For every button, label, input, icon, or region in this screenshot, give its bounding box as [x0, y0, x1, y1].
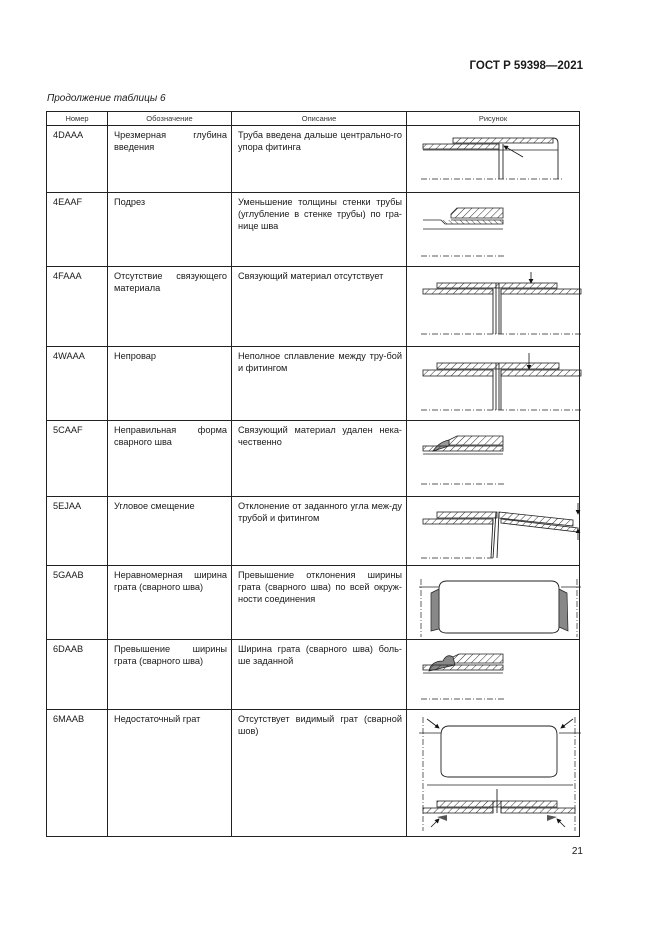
row-designation: Неравномерная ширина грата (сварного шва) — [108, 566, 232, 640]
document-code: ГОСТ Р 59398—2021 — [469, 60, 583, 72]
row-figure — [407, 421, 580, 497]
row-description: Отсутствует видимый грат (сварной шов) — [232, 710, 407, 837]
row-figure — [407, 640, 580, 710]
row-figure — [407, 710, 580, 837]
table-row — [47, 497, 580, 566]
row-code: 4WAAA — [47, 347, 108, 421]
row-designation: Чрезмерная глубина введения — [108, 126, 232, 193]
figure-excessive-insertion — [413, 129, 586, 192]
row-designation: Отсутствие связующего материала — [108, 267, 232, 347]
page-number: 21 — [571, 846, 583, 857]
row-description: Отклонение от заданного угла меж-ду трубой и фитингом — [232, 497, 407, 566]
row-designation: Подрез — [108, 193, 232, 267]
row-designation: Превышение ширины грата (сварного шва) — [108, 640, 232, 710]
row-code: 4FAAA — [47, 267, 108, 347]
row-figure — [407, 267, 580, 347]
row-code: 5EJAA — [47, 497, 108, 566]
row-designation: Непровар — [108, 347, 232, 421]
row-figure — [407, 566, 580, 640]
row-description: Связующий материал удален нека-чественно — [232, 421, 407, 497]
table-caption: Продолжение таблицы 6 — [47, 93, 166, 104]
table-row — [47, 193, 580, 267]
figure-insufficient-bead — [413, 713, 586, 836]
table-row — [47, 421, 580, 497]
row-designation: Неправильная форма сварного шва — [108, 421, 232, 497]
column-header-description: Описание — [232, 112, 407, 126]
row-figure — [407, 126, 580, 193]
row-description: Труба введена дальше центрально-го упора фитинга — [232, 126, 407, 193]
row-description: Ширина грата (сварного шва) боль-ше заданной — [232, 640, 407, 710]
table-row — [47, 640, 580, 710]
column-header-designation: Обозначение — [108, 112, 232, 126]
row-code: 5CAAF — [47, 421, 108, 497]
figure-lack-of-fusion — [413, 350, 586, 420]
column-header-figure: Рисунок — [407, 112, 580, 126]
row-description: Неполное сплавление между тру-бой и фитингом — [232, 347, 407, 421]
row-figure — [407, 347, 580, 421]
table-row — [47, 566, 580, 640]
row-description: Уменьшение толщины стенки трубы (углубление в стенке трубы) по гра-нице шва — [232, 193, 407, 267]
row-designation: Недостаточный грат — [108, 710, 232, 837]
row-code: 4EAAF — [47, 193, 108, 267]
row-code: 6MAAB — [47, 710, 108, 837]
row-designation: Угловое смещение — [108, 497, 232, 566]
table-row — [47, 710, 580, 837]
row-figure — [407, 193, 580, 267]
row-code: 4DAAA — [47, 126, 108, 193]
table-row — [47, 126, 580, 193]
figure-excessive-bead-width — [413, 643, 586, 709]
figure-angular-misalignment — [413, 500, 586, 565]
row-figure — [407, 497, 580, 566]
row-description: Превышение отклонения ширины грата (сварного шва) по всей окруж-ности соединения — [232, 566, 407, 640]
table-row — [47, 267, 580, 347]
figure-uneven-bead-width — [413, 569, 586, 639]
figure-undercut — [413, 196, 586, 266]
row-code: 6DAAB — [47, 640, 108, 710]
defects-table — [46, 111, 580, 837]
column-header-number: Номер — [47, 112, 108, 126]
table-header-row — [47, 112, 580, 126]
figure-incorrect-weld-shape — [413, 424, 586, 496]
table-row — [47, 347, 580, 421]
row-description: Связующий материал отсутствует — [232, 267, 407, 347]
row-code: 5GAAB — [47, 566, 108, 640]
figure-no-bonding — [413, 270, 586, 346]
